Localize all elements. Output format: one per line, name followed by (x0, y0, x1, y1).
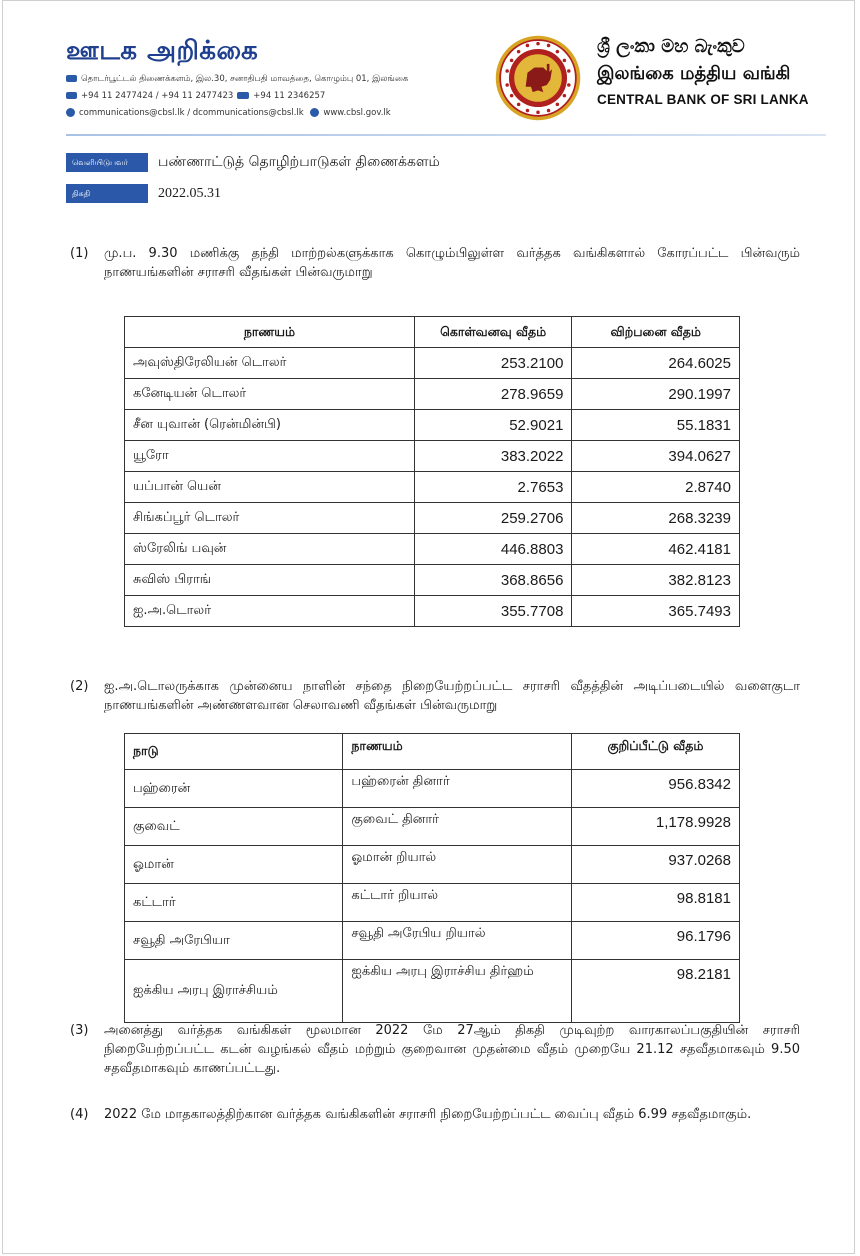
country-cell: கட்டார் (125, 884, 343, 922)
rate-cell: 98.2181 (571, 960, 739, 1023)
section-3-number: (3) (70, 1023, 89, 1038)
bank-name-tamil: இலங்கை மத்திய வங்கி (597, 63, 791, 84)
letterhead (0, 0, 860, 140)
buying-rate-cell: 355.7708 (414, 596, 572, 627)
press-release-title: ஊடக அறிக்கை (66, 36, 259, 66)
buying-rate-cell: 446.8803 (414, 534, 572, 565)
country-cell: ஐக்கிய அரபு இராச்சியம் (125, 960, 343, 1023)
selling-rate-cell: 365.7493 (572, 596, 740, 627)
address-text: தொடர்பூட்டல் திணைக்களம், இல.30, சனாதிபதி மாவத்தை, கொழும்பு 01, இலங்கை (81, 74, 409, 84)
currency-cell: ஓமான் றியால் (343, 846, 571, 884)
gulf-currency-rates-table (124, 733, 740, 1023)
selling-rate-cell: 382.8123 (572, 565, 740, 596)
section-2-number: (2) (70, 679, 89, 694)
table-row (125, 596, 740, 627)
phone-numbers: +94 11 2477424 / +94 11 2477423 (81, 91, 234, 101)
table-row (125, 472, 740, 503)
currency-cell: ஐக்கிய அரபு இராச்சிய திர்ஹம் (343, 960, 571, 1023)
envelope-icon (66, 75, 77, 82)
table-row (125, 960, 740, 1023)
rate-cell: 96.1796 (571, 922, 739, 960)
date-row (66, 183, 221, 204)
section-3-text: அனைத்து வர்த்தக வங்கிகள் மூலமான 2022 மே 27ஆம் திகதி முடிவுற்ற வாரகாலப்பகுதியின் சராசரி நிறையேற்றப்பட்ட கடன் வழங்கல் வீதம் மற்றும் குறைவான முதன்மை வீதம் முறையே 21.12 சதவீதமாகவும் 9.50 சதவீதமாகவும் காணப்பட்டது. (104, 1023, 800, 1076)
buying-rate-cell: 2.7653 (414, 472, 572, 503)
section-2-paragraph (70, 677, 800, 715)
currency-cell: யூரோ (125, 441, 415, 472)
buying-rate-cell: 278.9659 (414, 379, 572, 410)
currency-cell: யப்பான் யென் (125, 472, 415, 503)
col-header-indicative-rate: குறிப்பீட்டு வீதம் (571, 734, 739, 770)
email-addresses[interactable]: communications@cbsl.lk / dcommunications@cbsl.lk (79, 108, 304, 118)
table-row (125, 348, 740, 379)
section-2-text: ஐ.அ.டொலருக்காக முன்னைய நாளின் சந்தை நிறையேற்றப்பட்ட சராசரி வீதத்தின் அடிப்படையில் வளைகுடா நாணயங்களின் அண்ணளவான செலாவணி வீதங்கள் பின்வருமாறு (104, 679, 800, 713)
selling-rate-cell: 462.4181 (572, 534, 740, 565)
date-label: திகதி (66, 184, 148, 203)
email-line (66, 108, 391, 118)
country-cell: பஹ்ரைன் (125, 770, 343, 808)
section-4-text: 2022 மே மாதகாலத்திற்கான வர்த்தக வங்கிகளின் சராசரி நிறையேற்றப்பட்ட வைப்பு வீதம் 6.99 சதவீதமாகும். (104, 1107, 752, 1122)
currency-cell: அவுஸ்திரேலியன் டொலர் (125, 348, 415, 379)
col-header-country: நாடு (125, 734, 343, 770)
col-header-selling-rate: விற்பனை வீதம் (572, 317, 740, 348)
table-row (125, 441, 740, 472)
country-cell: குவைட் (125, 808, 343, 846)
issued-by-label: வெளியிடுபவர் (66, 153, 148, 172)
central-bank-seal-logo (494, 34, 582, 122)
section-1-number: (1) (70, 246, 89, 261)
table-row (125, 922, 740, 960)
phone-line (66, 91, 325, 101)
currency-cell: பஹ்ரைன் தினார் (343, 770, 571, 808)
bank-name-sinhala: ශ්‍රී ලංකා මහ බැංකුව (597, 36, 745, 57)
website-link[interactable]: www.cbsl.gov.lk (323, 108, 391, 118)
buying-rate-cell: 383.2022 (414, 441, 572, 472)
rate-cell: 1,178.9928 (571, 808, 739, 846)
fax-number: +94 11 2346257 (253, 91, 326, 101)
table-row (125, 379, 740, 410)
table-header-row (125, 317, 740, 348)
table-row (125, 534, 740, 565)
section-4-paragraph (70, 1105, 800, 1124)
country-cell: சவூதி அரேபியா (125, 922, 343, 960)
buying-rate-cell: 259.2706 (414, 503, 572, 534)
table-row (125, 565, 740, 596)
table-row (125, 770, 740, 808)
section-1-paragraph (70, 244, 800, 282)
section-3-paragraph (70, 1021, 800, 1078)
selling-rate-cell: 268.3239 (572, 503, 740, 534)
currency-cell: சீன யுவான் (ரென்மின்பி) (125, 410, 415, 441)
section-4-number: (4) (70, 1107, 89, 1122)
date-value: 2022.05.31 (158, 185, 221, 201)
rate-cell: 937.0268 (571, 846, 739, 884)
currency-cell: சிங்கப்பூர் டொலர் (125, 503, 415, 534)
col-header-currency: நாணயம் (343, 734, 571, 770)
table-row (125, 846, 740, 884)
col-header-buying-rate: கொள்வனவு வீதம் (414, 317, 572, 348)
email-icon (66, 108, 75, 117)
currency-cell: ஐ.அ.டொலர் (125, 596, 415, 627)
exchange-rates-table (124, 316, 740, 627)
globe-icon (310, 108, 319, 117)
country-cell: ஓமான் (125, 846, 343, 884)
address-line (66, 74, 408, 85)
table-row (125, 503, 740, 534)
buying-rate-cell: 52.9021 (414, 410, 572, 441)
issued-by-row (66, 152, 440, 173)
selling-rate-cell: 55.1831 (572, 410, 740, 441)
fax-icon (237, 92, 249, 99)
table-row (125, 884, 740, 922)
selling-rate-cell: 2.8740 (572, 472, 740, 503)
currency-cell: குவைட் தினார் (343, 808, 571, 846)
buying-rate-cell: 368.8656 (414, 565, 572, 596)
selling-rate-cell: 290.1997 (572, 379, 740, 410)
selling-rate-cell: 394.0627 (572, 441, 740, 472)
rate-cell: 98.8181 (571, 884, 739, 922)
currency-cell: சுவிஸ் பிராங் (125, 565, 415, 596)
section-1-text: மு.ப. 9.30 மணிக்கு தந்தி மாற்றல்களுக்காக கொழும்பிலுள்ள வர்த்தக வங்கிகளால் கோரப்பட்ட பின்வரும் நாணயங்களின் சராசரி வீதங்கள் பின்வருமாறு (104, 246, 800, 280)
header-divider (66, 134, 826, 136)
currency-cell: சவூதி அரேபிய றியால் (343, 922, 571, 960)
bank-name-block (597, 34, 827, 112)
col-header-currency: நாணயம் (125, 317, 415, 348)
buying-rate-cell: 253.2100 (414, 348, 572, 379)
rate-cell: 956.8342 (571, 770, 739, 808)
bank-name-english: CENTRAL BANK OF SRI LANKA (597, 92, 809, 107)
table-header-row (125, 734, 740, 770)
table-row (125, 410, 740, 441)
phone-icon (66, 92, 77, 99)
issued-by-value: பண்ணாட்டுத் தொழிற்பாடுகள் திணைக்களம் (158, 153, 440, 170)
currency-cell: கனேடியன் டொலர் (125, 379, 415, 410)
table-row (125, 808, 740, 846)
currency-cell: கட்டார் றியால் (343, 884, 571, 922)
currency-cell: ஸ்ரேலிங் பவுன் (125, 534, 415, 565)
selling-rate-cell: 264.6025 (572, 348, 740, 379)
